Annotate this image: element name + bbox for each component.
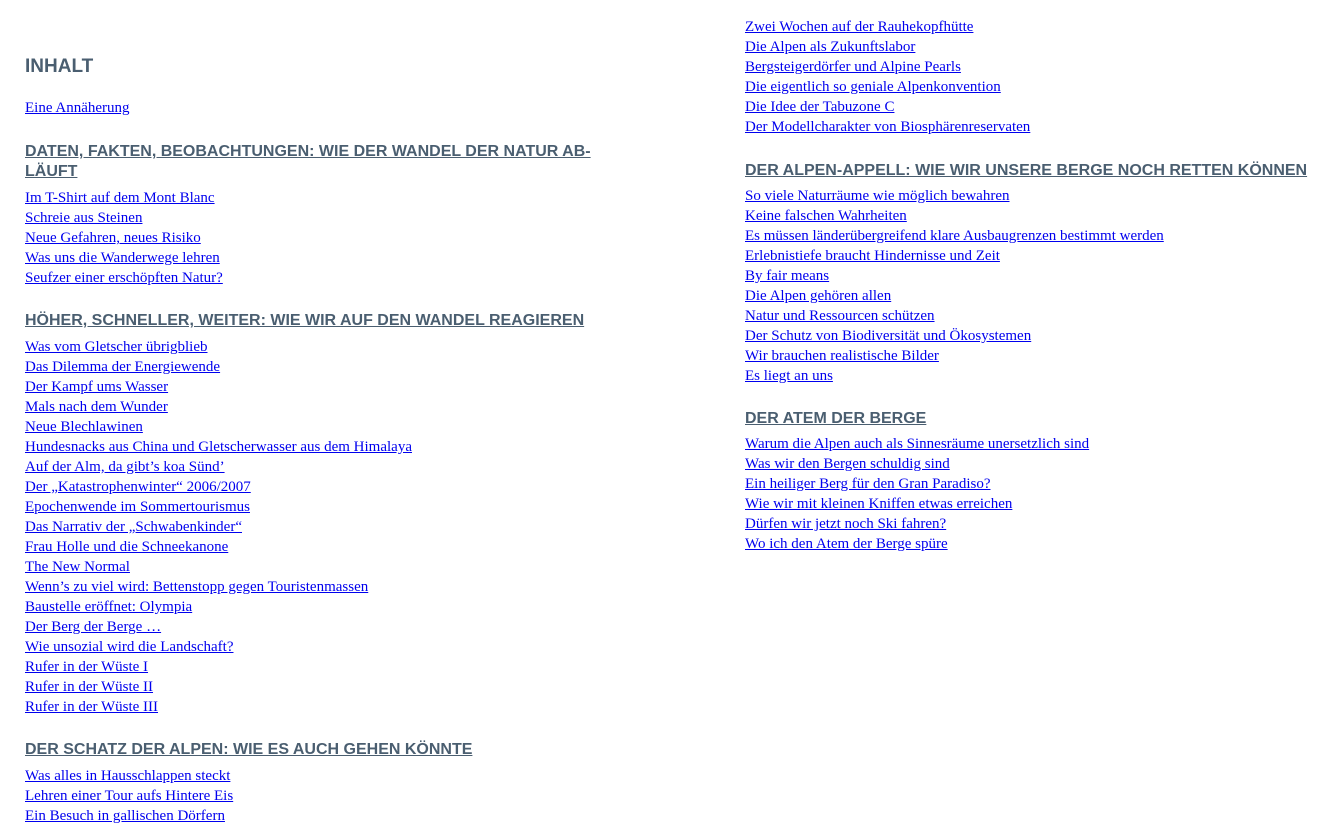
toc-link[interactable]: Wie unsozial wird die Landschaft? [25,639,234,655]
toc-link[interactable]: Ein Besuch in gallischen Dörfern [25,808,225,824]
toc-link[interactable]: Dürfen wir jetzt noch Ski fahren? [745,516,947,532]
toc-link[interactable]: Die Alpen als Zukunftslabor [745,39,916,55]
toc-link[interactable]: Rufer in der Wüste I [25,659,149,675]
toc-link[interactable]: Bergsteigerdörfer und Alpine Pearls [745,59,961,75]
toc-link[interactable]: So viele Naturräume wie möglich bewahren [745,188,1010,204]
toc-link[interactable]: Die Idee der Tabuzone C [745,99,895,115]
section-heading-line1: DER ATEM DER BERGE [745,410,927,427]
section-schatz-der-alpen [25,740,625,826]
section-heading[interactable] [25,142,625,182]
toc-link[interactable]: Hundesnacks aus China und Gletscherwasser aus dem Himalaya [25,439,412,455]
toc-link[interactable]: Der Berg der Berge … [25,619,162,635]
toc-link[interactable]: Was alles in Hausschlappen steckt [25,768,231,784]
toc-link[interactable]: Es müssen länderübergreifend klare Ausbaugrenzen bestimmt werden [745,228,1164,244]
section-heading-line1: DATEN, FAKTEN, BEOBACHTUNGEN: WIE DER WANDEL DER NATUR AB- [25,143,591,160]
toc-link[interactable]: Natur und Ressourcen schützen [745,308,935,324]
toc-link[interactable]: Wie wir mit kleinen Kniffen etwas erreichen [745,496,1013,512]
section-link-list [25,337,625,717]
toc-link[interactable]: The New Normal [25,559,130,575]
section-link-list [745,434,1325,554]
toc-link[interactable]: Neue Blechlawinen [25,419,143,435]
section-atem-der-berge [745,409,1325,554]
toc-link[interactable]: Schreie aus Steinen [25,210,143,226]
toc-link[interactable]: Auf der Alm, da gibt’s koa Sünd’ [25,459,225,475]
section-heading[interactable] [745,161,1325,181]
toc-link[interactable]: Der Kampf ums Wasser [25,379,169,395]
section-heading[interactable] [25,740,625,760]
toc-link[interactable]: Mals nach dem Wunder [25,399,168,415]
section-heading[interactable] [745,409,1325,429]
section-link-list-continued [745,17,1030,137]
toc-link[interactable]: Epochenwende im Sommertourismus [25,499,250,515]
toc-link[interactable]: Die Alpen gehören allen [745,288,892,304]
toc-link[interactable]: Der Modellcharakter von Biosphärenreservaten [745,119,1031,135]
toc-link[interactable]: Was wir den Bergen schuldig sind [745,456,950,472]
toc-link[interactable]: Rufer in der Wüste II [25,679,154,695]
toc-link[interactable]: Zwei Wochen auf der Rauhekopfhütte [745,19,974,35]
intro-link[interactable]: Eine Annäherung [25,100,130,116]
toc-link[interactable]: Rufer in der Wüste III [25,699,159,715]
toc-link[interactable]: Wir brauchen realistische Bilder [745,348,939,364]
section-hoeher-schneller [25,311,625,717]
toc-link[interactable]: Erlebnistiefe braucht Hindernisse und Zeit [745,248,1000,264]
toc-link[interactable]: Ein heiliger Berg für den Gran Paradiso? [745,476,991,492]
toc-link[interactable]: Der „Katastrophenwinter“ 2006/2007 [25,479,251,495]
toc-link[interactable]: Der Schutz von Biodiversität und Ökosystemen [745,328,1032,344]
toc-link[interactable]: Das Dilemma der Energiewende [25,359,221,375]
toc-link[interactable]: Wo ich den Atem der Berge spüre [745,536,948,552]
section-link-list [745,186,1325,386]
toc-link[interactable]: Es liegt an uns [745,368,833,384]
toc-link[interactable]: Die eigentlich so geniale Alpenkonvention [745,79,1001,95]
section-daten-fakten [25,142,625,288]
toc-link[interactable]: Seufzer einer erschöpften Natur? [25,270,223,286]
toc-link[interactable]: Wenn’s zu viel wird: Bettenstopp gegen Touristenmassen [25,579,369,595]
toc-link[interactable]: Lehren einer Tour aufs Hintere Eis [25,788,234,804]
section-link-list [25,188,625,288]
toc-link[interactable]: Frau Holle und die Schneekanone [25,539,229,555]
toc-link[interactable]: Was vom Gletscher übrigblieb [25,339,208,355]
section-heading-line1: DER ALPEN-APPELL: WIE WIR UNSERE BERGE NOCH RETTEN KÖNNEN [745,162,1308,179]
section-heading-line1: HÖHER, SCHNELLER, WEITER: WIE WIR AUF DEN WANDEL REAGIEREN [25,312,585,329]
toc-link[interactable]: Was uns die Wanderwege lehren [25,250,220,266]
toc-link[interactable]: Im T-Shirt auf dem Mont Blanc [25,190,215,206]
toc-link[interactable]: Baustelle eröffnet: Olympia [25,599,193,615]
section-alpen-appell [745,161,1325,386]
toc-link[interactable]: Warum die Alpen auch als Sinnesräume unersetzlich sind [745,436,1090,452]
section-heading-line2: LÄUFT [25,163,78,180]
toc-link[interactable]: Neue Gefahren, neues Risiko [25,230,201,246]
toc-title: INHALT [25,56,94,77]
section-link-list [25,766,625,826]
toc-link[interactable]: By fair means [745,268,830,284]
toc-link[interactable]: Das Narrativ der „Schwabenkinder“ [25,519,242,535]
section-heading[interactable] [25,311,625,331]
section-heading-line1: DER SCHATZ DER ALPEN: WIE ES AUCH GEHEN KÖNNTE [25,741,473,758]
toc-link[interactable]: Keine falschen Wahrheiten [745,208,907,224]
